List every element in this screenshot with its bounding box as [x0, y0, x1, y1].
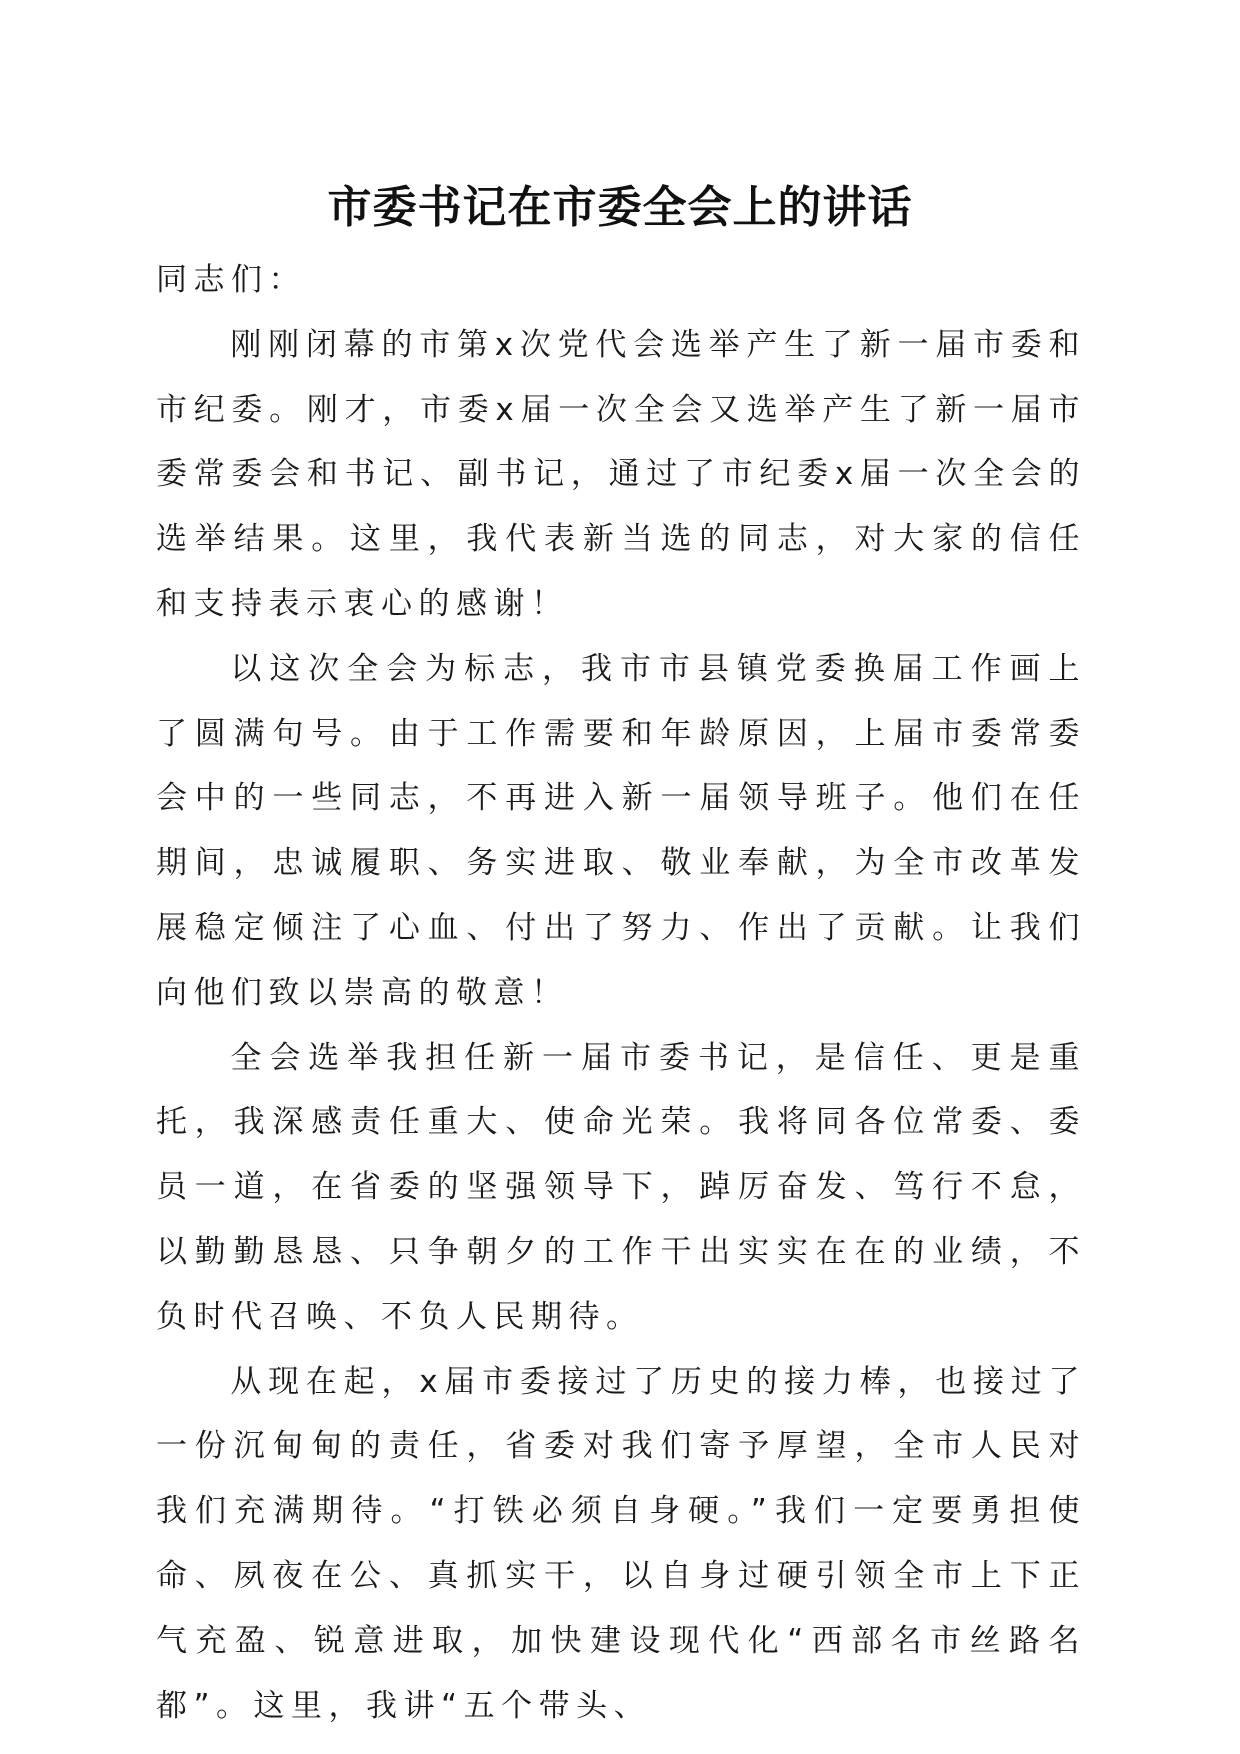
paragraph-2: 以这次全会为标志，我市市县镇党委换届工作画上了圆满句号。由于工作需要和年龄原因，上届市委常委会中的一些同志，不再进入新一届领导班子。他们在任期间，忠诚履职、务实进取、敬业奉献，为全市改革发展稳定倾注了心血、付出了努力、作出了贡献。让我们向他们致以崇高的敬意！	[156, 650, 1086, 1011]
paragraph-1: 刚刚闭幕的市第x次党代会选举产生了新一届市委和市纪委。刚才，市委x届一次全会又选举产生了新一届市委常委会和书记、副书记，通过了市纪委x届一次全会的选举结果。这里，我代表新当选的同志，对大家的信任和支持表示衷心的感谢！	[156, 326, 1086, 622]
document-title: 市委书记在市委全会上的讲话	[327, 182, 913, 233]
paragraph-3: 全会选举我担任新一届市委书记，是信任、更是重托，我深感责任重大、使命光荣。我将同各位常委、委员一道，在省委的坚强领导下，踔厉奋发、笃行不怠，以勤勤恳恳、只争朝夕的工作干出实实在在的业绩，不负时代召唤、不负人民期待。	[156, 1039, 1086, 1335]
salutation: 同志们：	[156, 262, 306, 298]
paragraph-4: 从现在起，x届市委接过了历史的接力棒，也接过了一份沉甸甸的责任，省委对我们寄予厚望，全市人民对我们充满期待。“打铁必须自身硬。”我们一定要勇担使命、夙夜在公、真抓实干，以自身过硬引领全市上下正气充盈、锐意进取，加快建设现代化“西部名市丝路名都”。这里，我讲“五个带头、	[156, 1363, 1086, 1724]
document-body	[156, 248, 1086, 1738]
